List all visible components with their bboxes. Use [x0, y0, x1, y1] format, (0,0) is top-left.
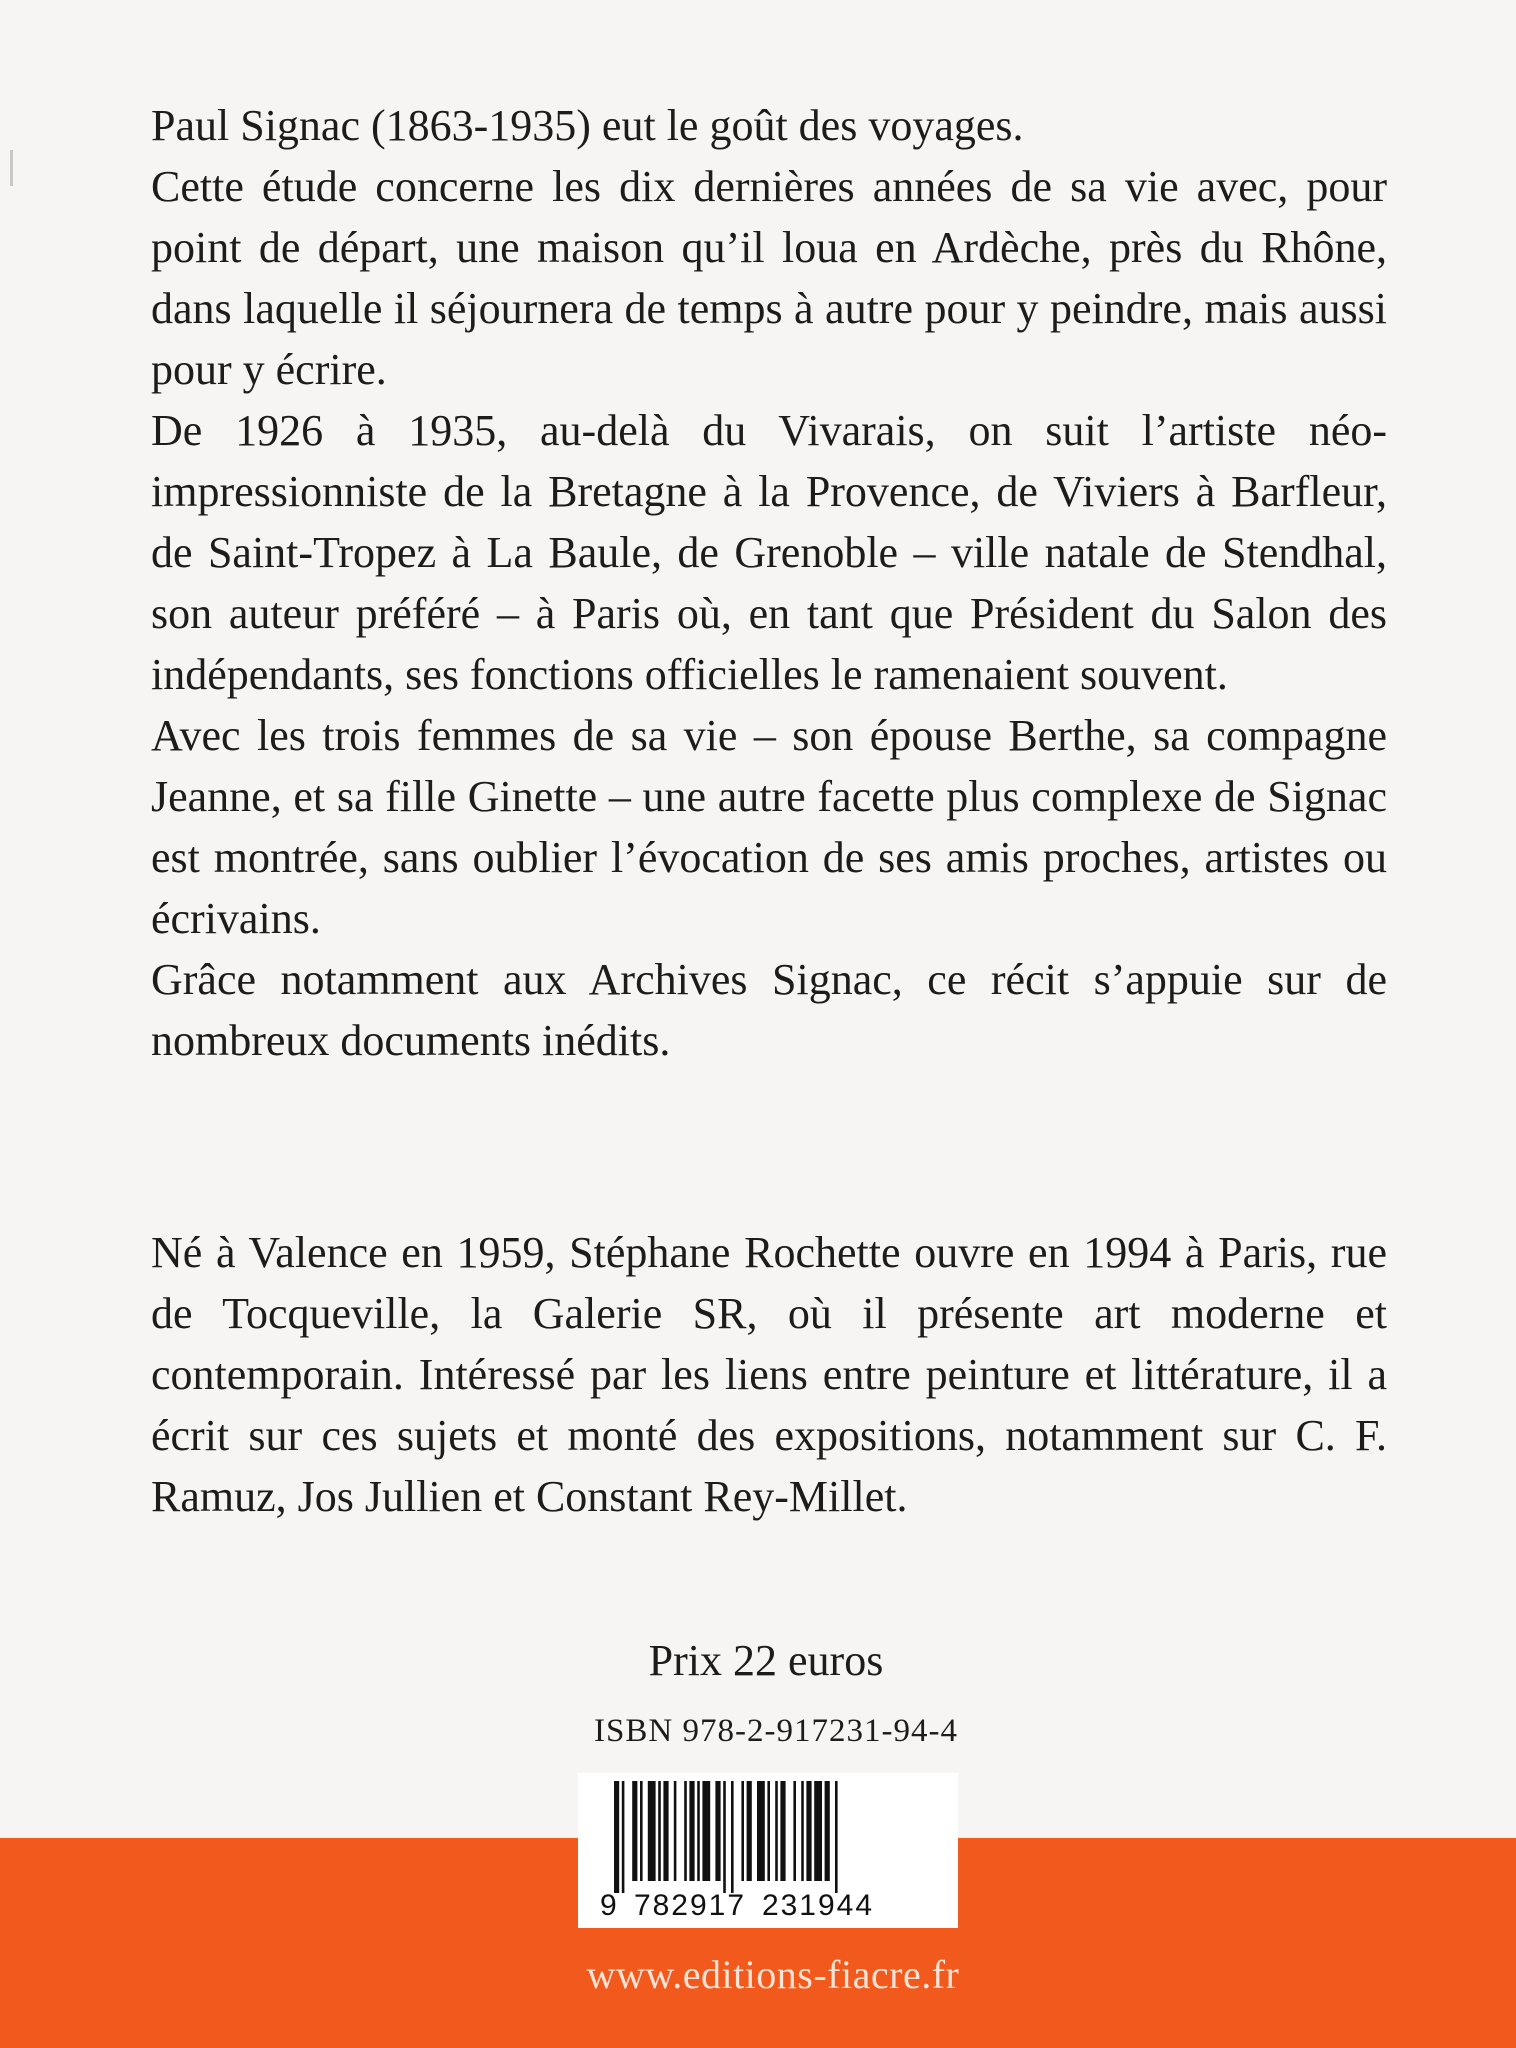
- barcode-bar: [663, 1781, 668, 1881]
- publisher-website: www.editions-fiacre.fr: [586, 1952, 960, 1997]
- summary-paragraph: Cette étude concerne les dix dernières années de sa vie avec, pour point de départ, une maison qu’il loua en Ardèche, près du Rhône, dans laquelle il séjournera de temps à autre pour y peindre, mais aussi pour y écrire.: [151, 162, 1387, 394]
- barcode-bar: [648, 1781, 656, 1881]
- scan-mark: [10, 150, 13, 186]
- barcode-bar: [767, 1781, 770, 1881]
- barcode-bar: [731, 1781, 734, 1893]
- barcode-bar: [684, 1781, 687, 1881]
- barcode-bar: [715, 1781, 720, 1881]
- summary-paragraph: Grâce notamment aux Archives Signac, ce récit s’appuie sur de nombreux documents inédits.: [151, 955, 1387, 1065]
- author-biography: [151, 1222, 1387, 1527]
- barcode-bar: [747, 1781, 752, 1881]
- barcode-bar: [814, 1781, 822, 1881]
- isbn-label: ISBN 978-2-917231-94-4: [594, 1713, 958, 1749]
- book-summary: [151, 95, 1387, 1071]
- barcode-bar: [622, 1781, 625, 1893]
- summary-paragraph: Paul Signac (1863-1935) eut le goût des voyages.: [151, 101, 1024, 150]
- barcode-digits-right: 231944: [761, 1889, 875, 1922]
- barcode-bar: [780, 1781, 785, 1881]
- barcode-bar: [793, 1781, 796, 1881]
- barcode: [578, 1773, 958, 1928]
- barcode-bar: [702, 1781, 710, 1881]
- barcode-bar: [640, 1781, 643, 1881]
- barcode-bar: [689, 1781, 694, 1881]
- barcode-bar: [697, 1781, 700, 1881]
- barcode-bar: [614, 1781, 619, 1893]
- barcode-bar: [632, 1781, 637, 1881]
- summary-paragraph: Avec les trois femmes de sa vie – son épouse Berthe, sa compagne Jeanne, et sa fille Ginette – une autre facette plus complexe de Signac est montrée, sans oublier l’évocation de ses amis proches, artistes ou écrivains.: [151, 711, 1387, 943]
- barcode-bar: [835, 1781, 838, 1893]
- price-label: Prix 22 euros: [648, 1636, 884, 1685]
- barcode-bar: [741, 1781, 744, 1881]
- barcode-bar: [806, 1781, 811, 1881]
- barcode-bar: [775, 1781, 778, 1881]
- barcode-graphic: [578, 1773, 958, 1928]
- barcode-bar: [825, 1781, 830, 1881]
- barcode-digit-lead: 9: [600, 1889, 617, 1922]
- barcode-bar: [723, 1781, 726, 1893]
- barcode-bar: [658, 1781, 661, 1881]
- barcode-bar: [674, 1781, 677, 1881]
- barcode-digits-left: 782917: [633, 1889, 747, 1922]
- barcode-bar: [801, 1781, 804, 1881]
- summary-paragraph: De 1926 à 1935, au-delà du Vivarais, on suit l’artiste néo-impressionniste de la Bretagne à la Provence, de Viviers à Barfleur, de Saint-Tropez à La Baule, de Grenoble – ville natale de Stendhal, son auteur préféré – à Paris où, en tant que Président du Salon des indépendants, ses fonctions officielles le ramenaient souvent.: [151, 406, 1387, 699]
- barcode-bar: [757, 1781, 765, 1881]
- author-bio-text: Né à Valence en 1959, Stéphane Rochette ouvre en 1994 à Paris, rue de Tocqueville, la Galerie SR, où il présente art moderne et contemporain. Intéressé par les liens entre peinture et littérature, il a écrit sur ces sujets et monté des expositions, notamment sur C. F. Ramuz, Jos Jullien et Constant Rey-Millet.: [151, 1228, 1387, 1521]
